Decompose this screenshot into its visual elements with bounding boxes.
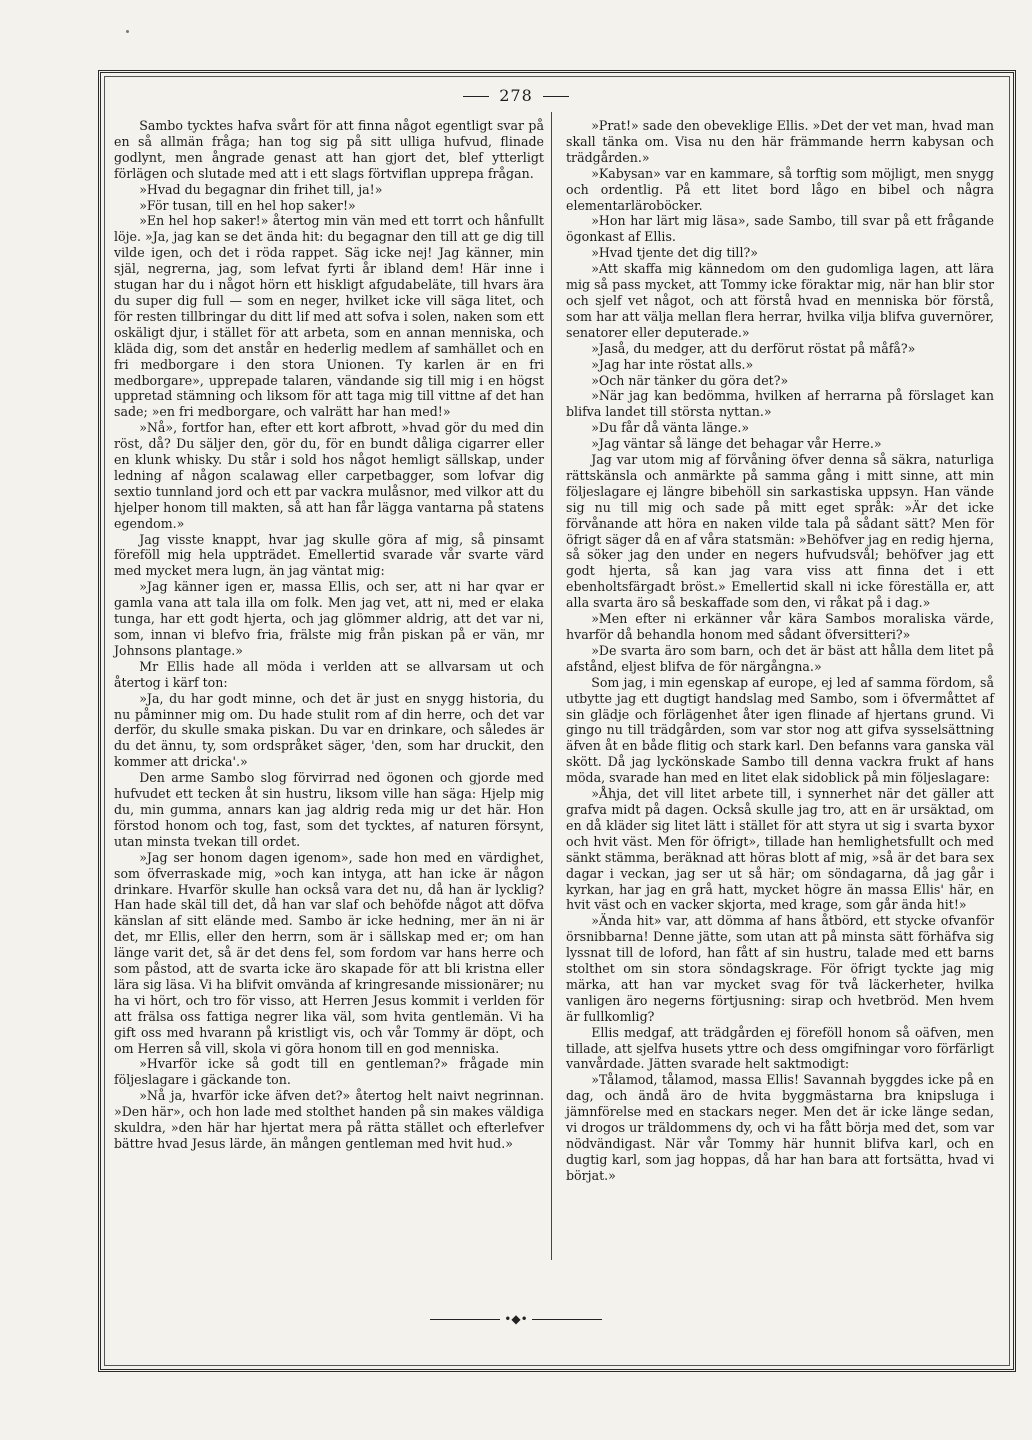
paragraph: »För tusan, till en hel hop saker!» bbox=[139, 197, 356, 213]
paragraph: Som jag, i min egenskap af europe, ej led af samma fördom, så utbytte jag ett dugtigt handslag med Sambo, som i öfvermåttet af sin glädje och förlägenhet åter igen flinade af hjertans grund. Vi gingo nu till trädgården, som var stor nog att gifva sysselsättning äfven åt en både flitig och stark karl. Den befanns vara ganska väl skött. Då jag lyckönskade Sambo till denna vackra frukt af hans möda, svarade han med en litet elak sidoblick på min följeslagare: bbox=[566, 674, 994, 786]
paragraph: »Att skaffa mig kännedom om den gudomliga lagen, att lära mig så pass mycket, att Tommy icke föraktar mig, när han blir stor och sjelf vet något, och att förstå hvad en menniska bör förstå, som har att välja mellan flera herrar, hvilka vilja blifva guvernörer, senatorer eller deputerade.» bbox=[566, 261, 994, 340]
paragraph: »Du får då vänta länge.» bbox=[591, 420, 750, 436]
paragraph: »Nå ja, hvarför icke äfven det?» återtog helt naivt negrinnan. »Den här», och hon lade med stolthet handen på sin makes väldiga skuldra, »den här har hjertat mera på rätta stället och efterlefver bättre hvad Jesus lärde, än mången gentleman med hvit hud.» bbox=[114, 1088, 544, 1151]
paragraph: »Prat!» sade den obeveklige Ellis. »Det der vet man, hvad man skall tänka om. Visa nu den här främmande herrn kabysan och trädgården.» bbox=[566, 118, 994, 165]
paragraph: »Hvarför icke så godt till en gentleman?» frågade min följeslagare i gäckande ton. bbox=[114, 1056, 544, 1088]
paragraph: »Tålamod, tålamod, massa Ellis! Savannah byggdes icke på en dag, och ändå äro de hvita byggmästarna bra knipsluga i jämnförelse med en stackars neger. Men det är icke länge sedan, vi drogos ur träldommens dy, och vi ha fått börja med det, som var nödvändigast. När vår Tommy här hunnit blifva karl, och en dugtig karl, som jag hoppas, då har han bara att fortsätta, hvad vi börjat.» bbox=[566, 1072, 994, 1183]
right-column bbox=[566, 118, 994, 1184]
page-number-dash-left bbox=[463, 96, 489, 97]
paragraph: Sambo tycktes hafva svårt för att finna något egentligt svar på en så allmän fråga; han tog sig på sitt ulliga hufvud, flinade godlynt, men ångrade genast att han gjort det, blef ytterligt förlägen och slutade med att i ett slags förtviflan upprepa frågan. bbox=[114, 118, 544, 181]
paragraph: »Jag väntar så länge det behagar vår Herre.» bbox=[591, 436, 882, 452]
paragraph: »Hvad tjente det dig till?» bbox=[591, 245, 758, 261]
paragraph: »Jag känner igen er, massa Ellis, och ser, att ni har qvar er gamla vana att tala illa om folk. Men jag vet, att ni, med er elaka tunga, har ett godt hjerta, och jag glömmer aldrig, att det var ni, som, innan vi blefvo fria, frälste mig från piskan på er vän, mr Johnsons plantage.» bbox=[114, 579, 544, 658]
page-number-dash-right bbox=[543, 96, 569, 97]
paragraph: »En hel hop saker!» återtog min vän med ett torrt och hånfullt löje. »Ja, jag kan se det ända hit: du begagnar den till att ge dig till vilde igen, och det i röda rappet. Säg icke nej! Jag känner, min själ, negrerna, jag, som lefvat fyrti år ibland dem! Här inne i stugan har du i något hörn ett hiskligt afgudabeläte, till hvars ära du super dig full — som en neger, hvilket icke vill säga litet, och för resten tillbringar du ditt lif med att sofva i solen, naken som ett oskäligt djur, i stället för att arbeta, som en annan menniska, och kläda dig, som det anstår en hederlig medlem af samhället och en fri medborgare i den stora Unionen. Ty karlen är en fri medborgare», upprepade talaren, vändande sig till mig i en högst uppretad stämning och liksom för att taga mig till vittne af det han sade; »en fri medborgare, och valrätt har han med!» bbox=[114, 213, 544, 420]
page-number-text: 278 bbox=[499, 86, 533, 105]
paragraph: »Jaså, du medger, att du derförut röstat på måfå?» bbox=[591, 340, 916, 356]
paragraph: »De svarta äro som barn, och det är bäst att hålla dem litet på afstånd, eljest blifva de för närgångna.» bbox=[566, 642, 994, 674]
paragraph: Jag var utom mig af förvåning öfver denna så säkra, naturliga rättskänsla och anmärkte på samma gång i mitt sinne, att min följeslagare ej längre bibehöll sin sarkastiska uppsyn. Han vände sig nu till mig och sade på mitt eget språk: »Är det icke förvånande att höra en naken vilde tala på sådant sätt? Men för öfrigt säger då en af våra statsmän: »Behöfver jag en redig hjerna, så söker jag den under en negers hufvudsvål; behöfver jag ett godt hjerta, så kan jag vara viss att finna det i ett ebenholtsfärgadt bröst.» Emellertid skall ni icke föreställa er, att alla svarta äro så beskaffade som den, vi råkat på i dag.» bbox=[566, 452, 994, 611]
paragraph: »Jag ser honom dagen igenom», sade hon med en värdighet, som öfverraskade mig, »och kan intyga, att han icke är någon drinkare. Hvarför skulle han också vara det nu, då han är lycklig? Han hade skäl till det, då han var slaf och behöfde något att döfva känslan af sitt elände med. Sambo är icke hedning, mer än ni är det, mr Ellis, eller den herrn, som är i sällskap med er; om han länge varit det, så är det dens fel, som fordom var hans herre och som påstod, att de svarta icke äro skapade för att bli kristna eller lära sig läsa. Vi ha blifvit omvända af kringresande missionärer; nu ha vi hört, och tro för visso, att Herren Jesus kommit i verlden för att frälsa oss fattiga negrer lika väl, som hvita gentlemän. Vi ha gift oss med hvarann på kristligt vis, och vår Tommy är döpt, och om Herren så vill, skola vi göra honom till en god menniska. bbox=[114, 849, 544, 1056]
paragraph: »Kabysan» var en kammare, så torftig som möjligt, men snygg och ordentlig. På ett litet bord lågo en bibel och några elementarläroböcker. bbox=[566, 165, 994, 213]
paragraph: Mr Ellis hade all möda i verlden att se allvarsam ut och återtog i kärf ton: bbox=[114, 658, 544, 690]
end-ornament: •◆• bbox=[0, 1312, 1032, 1326]
paragraph: »Åhja, det vill litet arbete till, i synnerhet när det gäller att grafva midt på dagen. Också skulle jag tro, att en är ursäktad, om en då kläder sig litet lätt i stället för att styra ut sig i svarta byxor och hvit väst. Men för öfrigt», tillade han hemlighetsfullt och med sänkt stämma, beräknad att höras blott af mig, »så är det bara sex dagar i veckan, jag ser ut så här; om söndagarna, då jag går i kyrkan, har jag en grå hatt, mycket högre än massa Ellis' här, en hvit väst och en vacker skjorta, med krage, som går ända hit!» bbox=[566, 786, 994, 913]
paragraph: »Jag har inte röstat alls.» bbox=[591, 356, 754, 372]
paragraph: »Ja, du har godt minne, och det är just en snygg historia, du nu påminner mig om. Du hade stulit rom af din herre, och det var derför, du skulle smaka piskan. Du var en drinkare, och således är du det ännu, ty, som ordspråket säger, 'den, som har druckit, den kommer att dricka'.» bbox=[114, 690, 544, 770]
paragraph: »När jag kan bedömma, hvilken af herrarna på förslaget kan blifva landet till största nyttan.» bbox=[566, 388, 994, 420]
paragraph: »Ända hit» var, att dömma af hans åtbörd, ett stycke ofvanför örsnibbarna! Denne jätte, som utan att på minsta sätt förhäfva sig lyssnat till de loford, han fått af sin hustru, talade med ett barns stolthet om sin stora söndagskrage. För öfrigt tyckte jag mig märka, att han var mycket svag för två läckerheter, hvilka vanligen äro negerns förtjusning: sirap och hvetbröd. Men hvem är fullkomlig? bbox=[566, 913, 994, 1024]
paragraph: Ellis medgaf, att trädgården ej föreföll honom så oäfven, men tillade, att sjelfva husets yttre och dess omgifningar voro förfärligt vanvårdade. Jätten svarade helt saktmodigt: bbox=[566, 1024, 994, 1072]
left-column bbox=[114, 118, 544, 1152]
paragraph: Jag visste knappt, hvar jag skulle göra af mig, så pinsamt föreföll mig hela uppträdet. Emellertid svarade vår svarte värd med mycket mera lugn, än jag väntat mig: bbox=[114, 531, 544, 579]
paragraph: »Men efter ni erkänner vår kära Sambos moraliska värde, hvarför då behandla honom med sådant öfversitteri?» bbox=[566, 611, 994, 642]
paragraph: »Hvad du begagnar din frihet till, ja!» bbox=[139, 181, 383, 197]
page-number bbox=[0, 86, 1032, 105]
paragraph: »Nå», fortfor han, efter ett kort afbrott, »hvad gör du med din röst, då? Du säljer den, gör du, för en bundt dåliga cigarrer eller en klunk whisky. Du står i sold hos något hemligt sällskap, under ledning af någon scalawag eller carpetbagger, som lofvar dig sextio tunnland jord och ett par vackra mulåsnor, med vilkor att du hjelper honom till makten, så att han får lägga vantarna på statens egendom.» bbox=[114, 420, 544, 531]
paragraph: Den arme Sambo slog förvirrad ned ögonen och gjorde med hufvudet ett tecken åt sin hustru, liksom ville han säga: Hjelp mig du, min gumma, annars kan jag aldrig reda mig ur det här. Hon förstod honom och tog, fast, som det tycktes, af naturen försynt, utan minsta tvekan till ordet. bbox=[114, 770, 544, 849]
paragraph: »Hon har lärt mig läsa», sade Sambo, till svar på ett frågande ögonkast af Ellis. bbox=[566, 213, 994, 245]
paper-speck bbox=[126, 30, 129, 33]
column-divider bbox=[551, 112, 552, 1260]
paragraph: »Och när tänker du göra det?» bbox=[591, 372, 789, 388]
